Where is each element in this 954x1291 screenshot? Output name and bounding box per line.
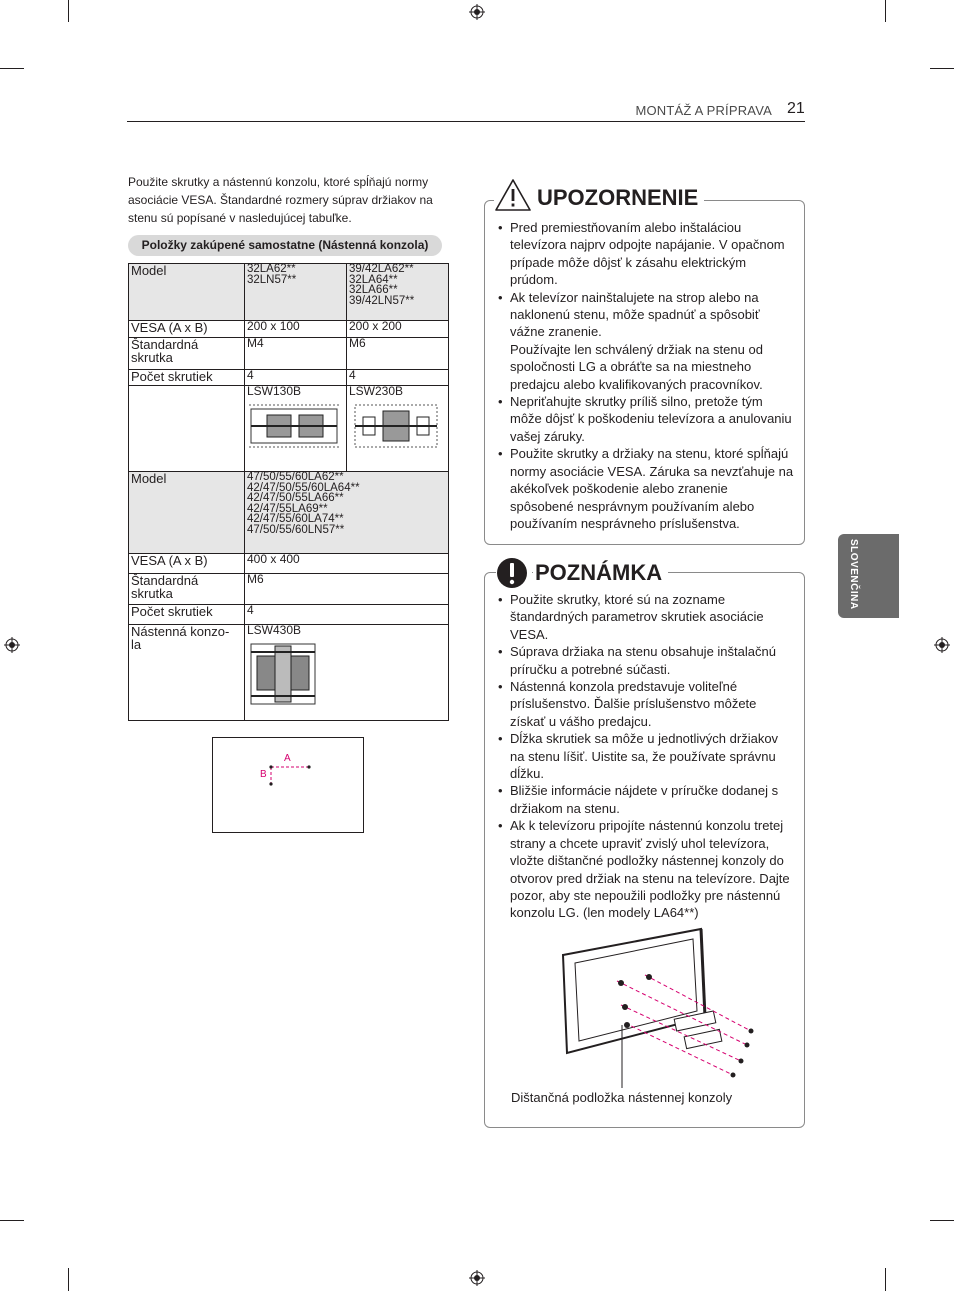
bracket-cell	[245, 386, 347, 472]
intro-paragraph: Použite skrutky a nástennú konzolu, ktoré spĺňajú normy asociácie VESA. Štandardné rozmery súprav držiakov na stenu sú popísané v nasledujúcej tabuľke.	[128, 175, 433, 225]
list-item: • Ak televízor nainštalujete na strop alebo na naklonenú stenu, môže spadnúť a spôsobiť vážne zranenie. Používajte len schválený držiak na stenu od spoločnosti LG a obráťte sa na miestneho predajcu alebo kvalifikovaných pracovníkov.	[498, 289, 794, 393]
crop-mark	[68, 0, 69, 22]
model-list-1: 32LA62** 32LN57**	[245, 264, 347, 321]
screw-value: M6	[245, 574, 449, 605]
registration-mark-icon	[934, 637, 950, 653]
list-item: • Nepriťahujte skrutky príliš silno, pretože tým môže dôjsť k poškodeniu televízora a anulovaniu vašej záruky.	[498, 393, 794, 445]
screw-count-value: 4	[245, 370, 347, 386]
vesa-value: 400 x 400	[245, 554, 449, 574]
warning-title: UPOZORNENIE	[535, 185, 704, 211]
list-item: • Bližšie informácie nájdete v príručke dodanej s držiakom na stenu.	[498, 782, 794, 817]
screw-label: Štandardná skrutka	[129, 574, 245, 605]
crop-mark	[930, 68, 954, 69]
wall-bracket-lsw430b-image	[247, 640, 319, 708]
crop-mark	[930, 1220, 954, 1221]
vesa-diagram	[212, 737, 364, 833]
warning-list	[498, 219, 794, 532]
note-header	[496, 557, 532, 594]
bracket-model: LSW430B	[247, 623, 302, 637]
wall-bracket-lsw230b-image	[349, 401, 443, 451]
crop-mark	[885, 1268, 886, 1291]
list-item: • Dĺžka skrutiek sa môže u jednotlivých držiakov na stenu líšiť. Uistite sa, že používate správnu dĺžku.	[498, 730, 794, 782]
list-item: • Súprava držiaka na stenu obsahuje inštalačnú príručku a potrebné súčasti.	[498, 643, 794, 678]
note-list	[498, 591, 794, 922]
screw-count-value: 4	[347, 370, 449, 386]
registration-mark-icon	[469, 1270, 485, 1286]
table-row	[129, 625, 449, 721]
table-row	[129, 386, 449, 472]
table-row	[129, 264, 449, 321]
crop-mark	[0, 68, 24, 69]
screw-count-label: Počet skrutiek	[129, 370, 245, 386]
crop-mark	[0, 1220, 24, 1221]
table-row	[129, 321, 449, 338]
model-list-3: 47/50/55/60LA62** 42/47/50/55/60LA64** 42/47/50/55LA66** 42/47/55LA69** 42/47/55/60LA74** 47/50/55/60LN57**	[245, 472, 449, 554]
exclamation-circle-icon	[496, 557, 528, 589]
screw-label: Štandardná skrutka	[129, 338, 245, 370]
bracket-cell	[245, 625, 449, 721]
registration-mark-icon	[4, 637, 20, 653]
bracket-model: LSW130B	[247, 384, 302, 398]
bracket-label: Nástenná konzo- la	[129, 625, 245, 721]
registration-mark-icon	[469, 4, 485, 20]
list-item: • Nástenná konzola predstavuje voliteľné príslušenstvo. Ďalšie príslušenstvo môžete získať u vášho predajcu.	[498, 678, 794, 730]
table-row	[129, 574, 449, 605]
header-rule	[127, 121, 805, 122]
screw-value: M6	[347, 338, 449, 370]
bracket-cell	[347, 386, 449, 472]
vesa-value: 200 x 100	[245, 321, 347, 338]
page-number: 21	[787, 100, 805, 117]
wall-bracket-lsw130b-image	[247, 401, 341, 451]
vesa-label: VESA (A x B)	[129, 321, 245, 338]
bracket-model: LSW230B	[349, 384, 404, 398]
running-header: MONTÁŽ A PRÍPRAVA	[635, 103, 772, 118]
vesa-label-b: B	[260, 769, 267, 780]
crop-mark	[68, 1268, 69, 1291]
vesa-label: VESA (A x B)	[129, 554, 245, 574]
list-item: • Pred premiestňovaním alebo inštaláciou televízora najprv odpojte napájanie. V opačnom prípade môže dôjsť k zásahu elektrickým prúdom.	[498, 219, 794, 289]
list-item: • Použite skrutky, ktoré sú na zozname štandardných parametrov skrutiek asociácie VESA.	[498, 591, 794, 643]
screw-count-value: 4	[245, 605, 449, 625]
table-row	[129, 472, 449, 554]
list-item: • Ak k televízoru pripojíte nástennú konzolu tretej strany a chcete upraviť zvislý uhol televízora, vložte dištančné podložky nástennej konzoly do otvorov pred držiak na stenu na televízore. Dajte pozor, aby ste nepoužili podložky pre nástennú konzolu LG. (len modely LA64**)	[498, 817, 794, 921]
warning-header	[494, 178, 536, 212]
table-row	[129, 605, 449, 625]
model-list-2: 39/42LA62** 32LA64** 32LA66** 39/42LN57**	[347, 264, 449, 321]
warning-triangle-icon	[494, 178, 532, 212]
language-tab-label: SLOVENČINA	[848, 539, 859, 610]
tv-spacer-illustration	[555, 925, 765, 1090]
vesa-label-a: A	[284, 753, 291, 764]
crop-mark	[885, 0, 886, 22]
vesa-value: 200 x 200	[347, 321, 449, 338]
model-label: Model	[129, 472, 245, 554]
table-row	[129, 338, 449, 370]
illustration-caption: Dištančná podložka nástennej konzoly	[511, 1090, 733, 1105]
section-title: Položky zakúpené samostatne (Nástenná konzola)	[128, 235, 442, 256]
note-title: POZNÁMKA	[533, 560, 668, 586]
screw-value: M4	[245, 338, 347, 370]
screw-count-label: Počet skrutiek	[129, 605, 245, 625]
list-item: • Použite skrutky a držiaky na stenu, ktoré spĺňajú normy asociácie VESA. Záruka sa nevzťahuje na akékoľvek poškodenie alebo zranenie spôsobené nesprávnym používaním alebo používaním nesprávneho príslušenstva.	[498, 445, 794, 532]
model-label: Model	[129, 264, 245, 321]
bracket-spec-table	[128, 263, 449, 721]
table-row	[129, 554, 449, 574]
